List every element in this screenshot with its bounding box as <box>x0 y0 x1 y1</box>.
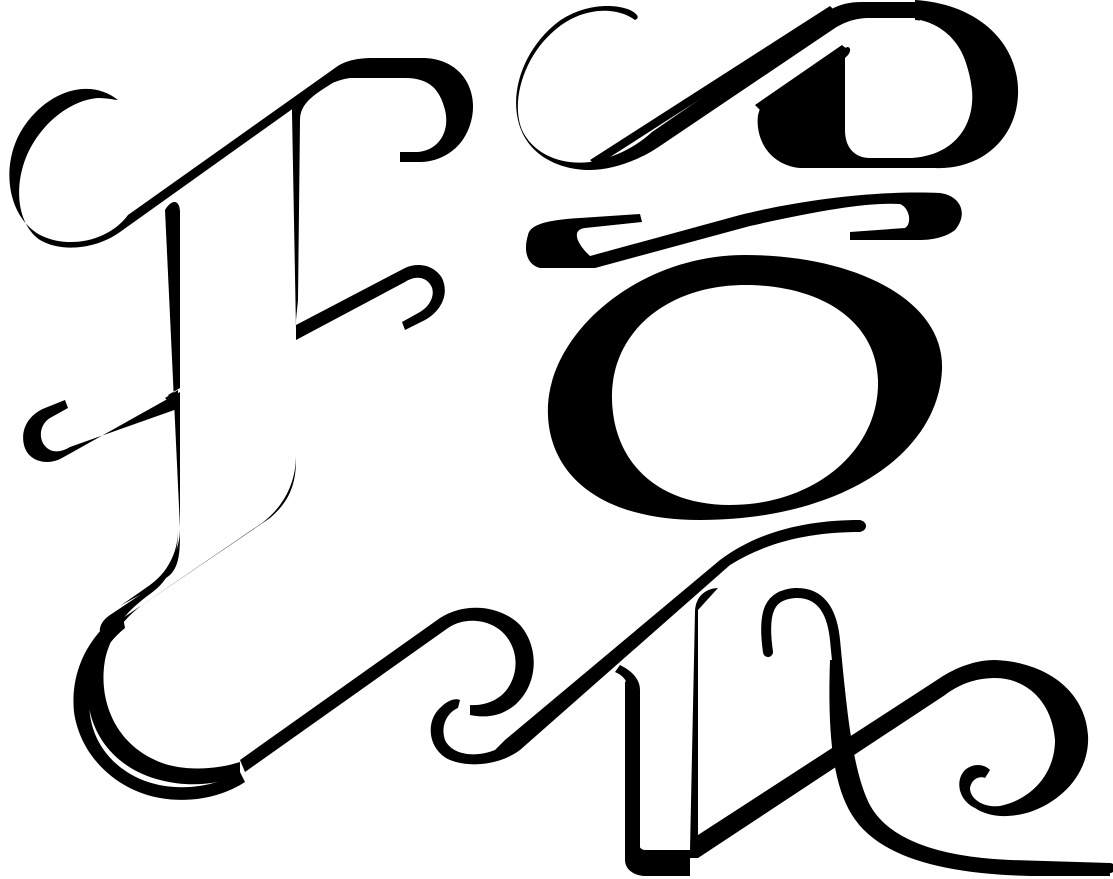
o-top-c-inner <box>556 30 660 139</box>
f-crossbar <box>296 265 445 340</box>
f-left-arm <box>23 392 180 462</box>
f-bottom-swash <box>240 608 534 772</box>
letter-o-glyph <box>516 0 1018 520</box>
x-left-hairline <box>431 520 866 764</box>
letter-f-glyph <box>9 58 533 800</box>
x-thick-stem <box>615 588 1088 858</box>
o-top-c-swash <box>516 2 985 170</box>
f-top-swash <box>9 58 473 248</box>
letter-x-glyph <box>431 520 1110 876</box>
x-thick-left <box>625 679 690 876</box>
o-bowl-outer <box>548 255 942 520</box>
